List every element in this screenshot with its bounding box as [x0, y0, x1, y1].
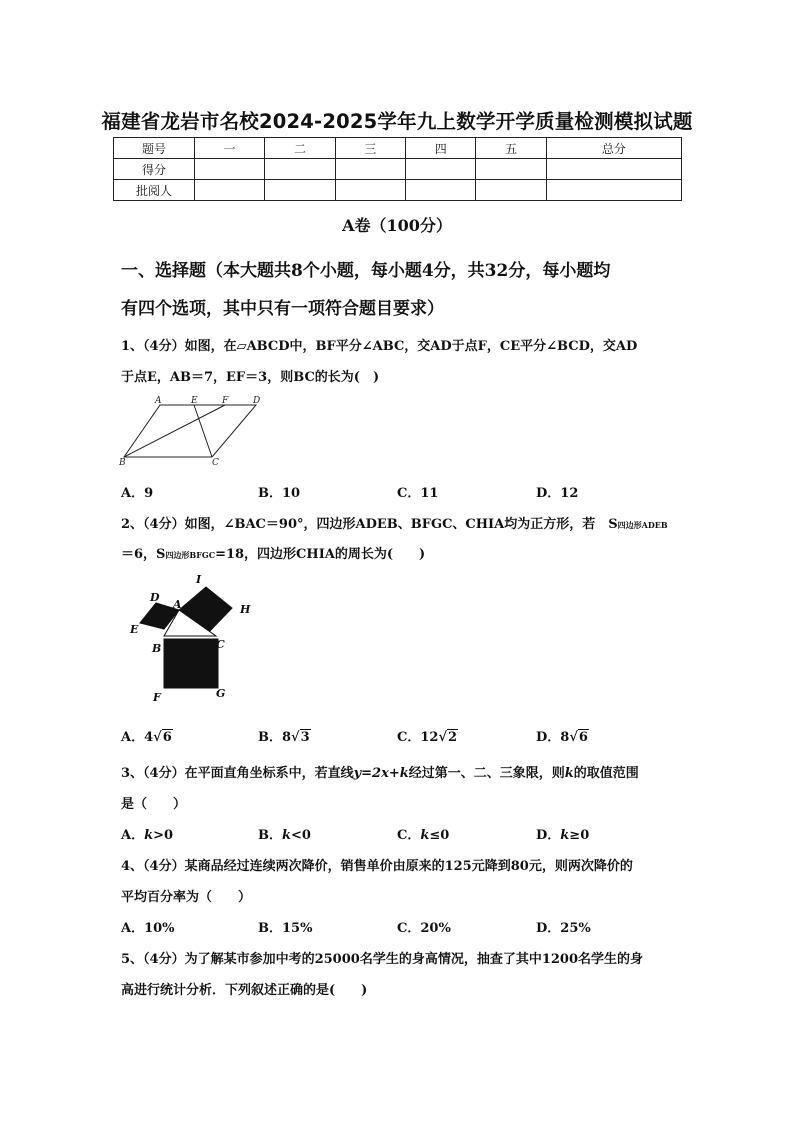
score-table-cell[interactable] — [546, 180, 681, 201]
q1-stem-line-1: 1、（4分）如图，在▱ABCD中，BF平分∠ABC，交AD于点F，CE平分∠BCD，交AD — [121, 339, 638, 354]
score-table-cell[interactable] — [195, 159, 265, 180]
segment-bf — [124, 405, 225, 457]
sqrt-symbol: √ — [153, 730, 162, 745]
label-e: E — [130, 623, 139, 636]
parallelogram-abcd — [124, 405, 256, 457]
score-table-cell: 四 — [406, 138, 476, 159]
q3-stem-line-2: 是（ ） — [121, 797, 187, 812]
q4-stem-line-2: 平均百分率为（ ） — [121, 890, 252, 905]
q5-stem-line-1: 5、（4分）为了解某市参加中考的25000名学生的身高情况，抽查了其中1200名学生的身 — [121, 952, 643, 967]
score-table-cell[interactable] — [476, 180, 546, 201]
score-table-cell: 五 — [476, 138, 546, 159]
q1-parallelogram-figure — [114, 394, 274, 468]
q3-stem-line-1: 3、（4分）在平面直角坐标系中，若直线y=2x+k经过第一、二、三象限，则k的取值范围 — [121, 766, 639, 781]
q3-option-d[interactable]: D．k≥0 — [536, 828, 590, 843]
label-g: G — [216, 687, 226, 700]
q4-option-c[interactable]: C．20% — [397, 921, 451, 936]
square-bfgc — [164, 639, 218, 688]
label-i: I — [196, 573, 202, 586]
sqrt-symbol: √ — [569, 730, 578, 745]
q1-stem-line-2: 于点E，AB＝7，EF＝3，则BC的长为( ) — [121, 370, 380, 385]
q3-option-c[interactable]: C．k≤0 — [397, 828, 450, 843]
score-table-cell[interactable] — [476, 159, 546, 180]
q2-option-b[interactable]: B．8√3 — [258, 730, 310, 745]
label-a: A — [173, 598, 182, 611]
score-table-cell: 一 — [195, 138, 265, 159]
label-a: A — [155, 396, 162, 406]
q1-option-a[interactable]: A．9 — [121, 486, 154, 501]
score-table-cell[interactable] — [195, 180, 265, 201]
page-title: 福建省龙岩市名校2024-2025学年九上数学开学质量检测模拟试题 — [101, 110, 693, 133]
score-table-cell: 批阅人 — [114, 180, 195, 201]
section-heading-line-1: 一、选择题（本大题共8个小题，每小题4分，共32分，每小题均 — [121, 261, 611, 281]
q1-option-b[interactable]: B．10 — [258, 486, 301, 501]
score-table-cell: 题号 — [114, 138, 195, 159]
section-heading-line-2: 有四个选项，其中只有一项符合题目要求） — [121, 299, 444, 319]
label-b: B — [119, 458, 126, 468]
q3-option-a[interactable]: A．k>0 — [121, 828, 174, 843]
label-f: F — [222, 396, 229, 406]
label-d: D — [150, 591, 160, 604]
q4-stem-line-1: 4、（4分）某商品经过连续两次降价，销售单价由原来的125元降到80元，则两次降价的 — [121, 859, 633, 874]
label-c: C — [212, 458, 219, 468]
score-table — [113, 137, 682, 201]
score-table-cell[interactable] — [265, 180, 335, 201]
label-h: H — [240, 603, 251, 616]
q2-option-c[interactable]: C．12√2 — [397, 730, 458, 745]
q1-option-d[interactable]: D．12 — [536, 486, 579, 501]
score-table-grader-row — [114, 180, 682, 201]
score-table-score-row — [114, 159, 682, 180]
label-f: F — [153, 691, 161, 702]
label-c: C — [216, 638, 225, 651]
score-table-cell[interactable] — [335, 180, 405, 201]
section-a-title: A卷（100分） — [342, 216, 452, 235]
label-d: D — [253, 396, 261, 406]
q4-option-a[interactable]: A．10% — [121, 921, 175, 936]
sqrt-symbol: √ — [291, 730, 300, 745]
score-table-cell[interactable] — [406, 159, 476, 180]
score-table-header-row — [114, 138, 682, 159]
q5-stem-line-2: 高进行统计分析．下列叙述正确的是( ) — [121, 983, 368, 998]
q2-stem-line-1: 2、（4分）如图，∠BAC＝90°，四边形ADEB、BFGC、CHIA均为正方形，若 S四边形ADEB — [121, 517, 668, 532]
q4-option-d[interactable]: D．25% — [536, 921, 591, 936]
q4-option-b[interactable]: B．15% — [258, 921, 313, 936]
q1-option-c[interactable]: C．11 — [397, 486, 439, 501]
q2-option-a[interactable]: A．4√6 — [121, 730, 172, 745]
score-table-cell[interactable] — [406, 180, 476, 201]
q2-option-d[interactable]: D．8√6 — [536, 730, 588, 745]
label-e: E — [191, 396, 198, 406]
score-table-cell: 二 — [265, 138, 335, 159]
score-table-cell[interactable] — [546, 159, 681, 180]
score-table-cell: 得分 — [114, 159, 195, 180]
score-table-cell[interactable] — [265, 159, 335, 180]
q2-squares-figure — [126, 570, 266, 702]
q3-option-b[interactable]: B．k<0 — [258, 828, 311, 843]
sqrt-symbol: √ — [438, 730, 447, 745]
label-b: B — [152, 642, 162, 655]
score-table-cell: 总分 — [546, 138, 681, 159]
q2-stem-line-2: ＝6，S四边形BFGC=18，四边形CHIA的周长为( ) — [121, 547, 426, 562]
score-table-cell[interactable] — [335, 159, 405, 180]
score-table-cell: 三 — [335, 138, 405, 159]
